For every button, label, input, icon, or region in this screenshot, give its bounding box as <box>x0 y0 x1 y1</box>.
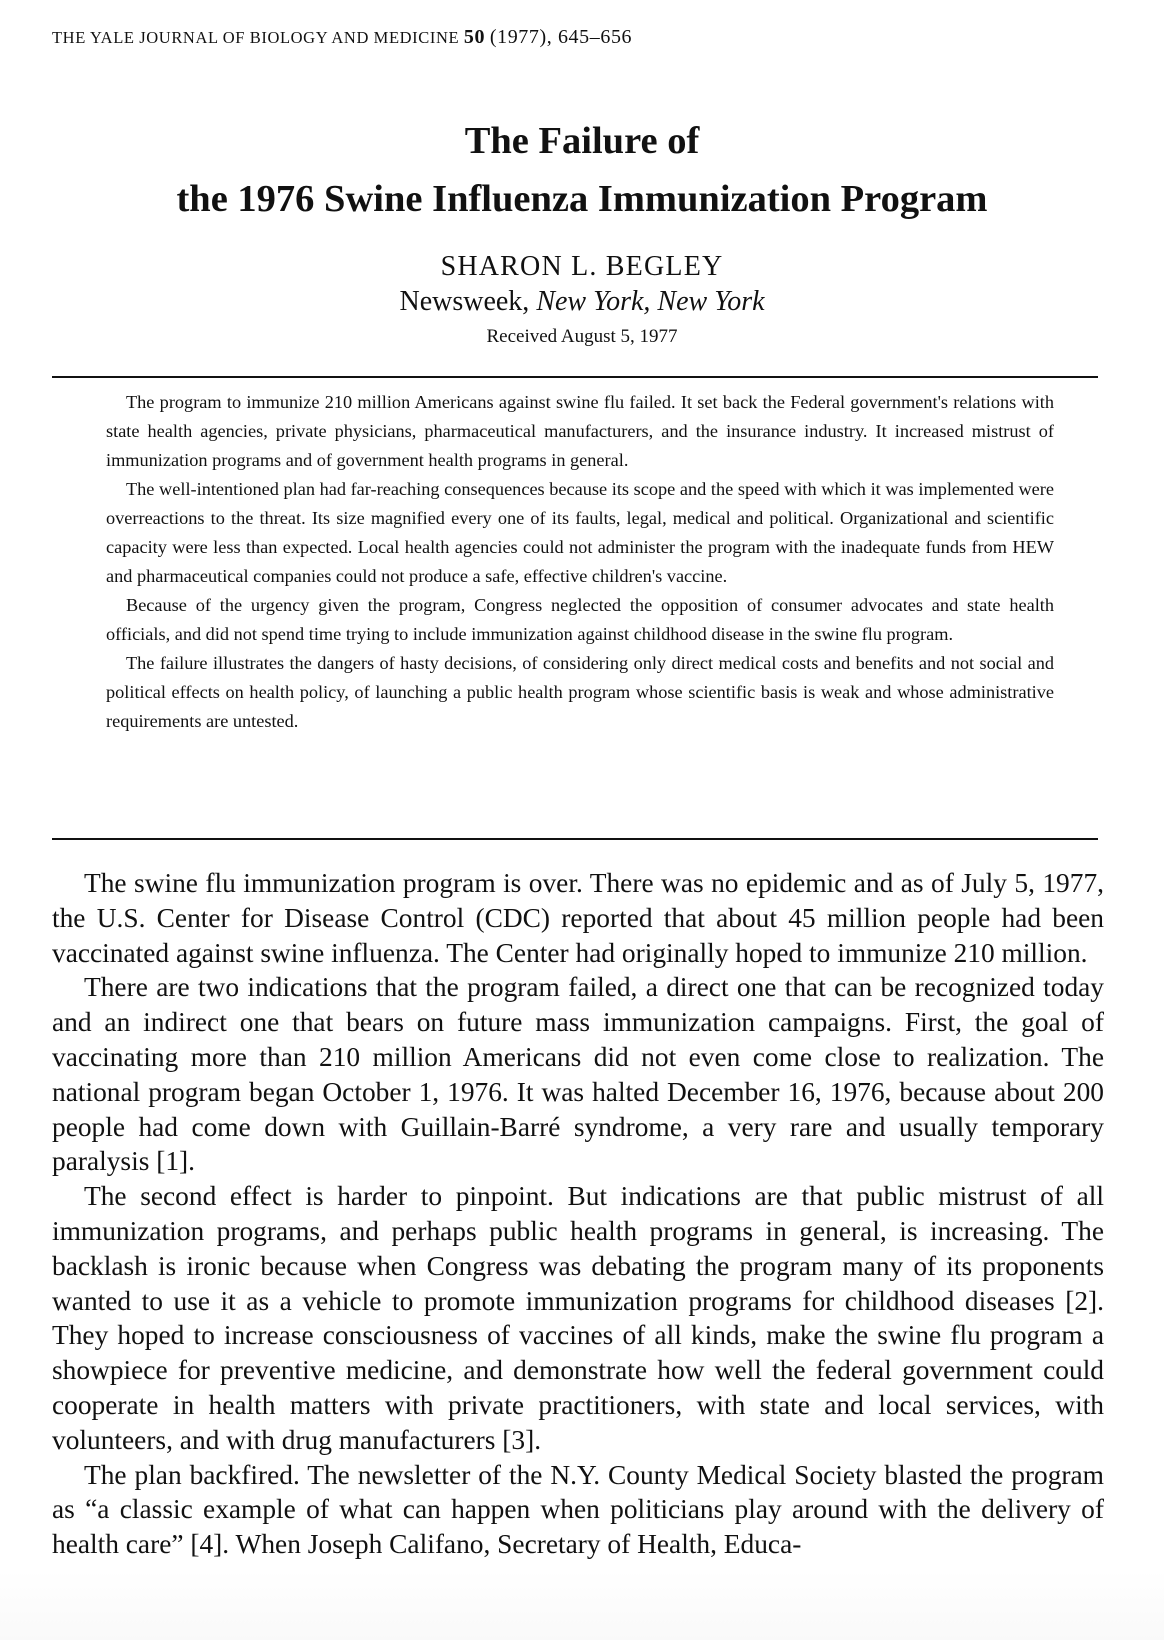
title-block <box>0 112 1164 350</box>
page-bottom-fade <box>0 1570 1164 1640</box>
affiliation-org: Newsweek, <box>399 286 530 317</box>
body-paragraph: The second effect is harder to pinpoint. But indications are that public mistrust of all immunization programs, and perhaps public health programs in general, is increasing. The backlash is ironic because when Congress was debating the program many of its proponents wanted to use it as a vehicle to promote immunization programs for childhood diseases [2]. They hoped to increase consciousness of vaccines of all kinds, make the swine flu program a showpiece for preventive medicine, and demonstrate how well the federal government could cooperate in health matters with private practitioners, with state and local services, with volunteers, and with drug manufacturers [3]. <box>52 1181 1104 1455</box>
author-affiliation <box>0 284 1164 320</box>
journal-year-pages: (1977), 645–656 <box>489 26 633 48</box>
article-title-line-2: the 1976 Swine Influenza Immunization Program <box>176 178 988 220</box>
article-title-line-1: The Failure of <box>464 120 700 162</box>
affiliation-place: New York, New York <box>536 286 765 317</box>
abstract-paragraph: The program to immunize 210 million Americans against swine flu failed. It set back the Federal government's relations with state health agencies, private physicians, pharmaceutical manufacturers, and the insurance industry. It increased mistrust of immunization programs and of government health programs in general. <box>106 392 1054 470</box>
abstract-paragraph: The well-intentioned plan had far-reaching consequences because its scope and the speed with which it was implemented were overreactions to the threat. Its size magnified every one of its faults, legal, medical and political. Organizational and scientific capacity were less than expected. Local health agencies could not administer the program with the inadequate funds from HEW and pharmaceutical companies could not produce a safe, effective children's vaccine. <box>106 479 1054 586</box>
journal-volume: 50 <box>463 26 486 48</box>
running-head <box>52 26 632 49</box>
article-body <box>52 866 1104 1562</box>
body-paragraph: The swine flu immunization program is over. There was no epidemic and as of July 5, 1977, the U.S. Center for Disease Control (CDC) reported that about 45 million people had been vaccinated against swine influenza. The Center had originally hoped to immunize 210 million. <box>52 868 1104 968</box>
abstract-paragraph: Because of the urgency given the program, Congress neglected the opposition of consumer advocates and state health officials, and did not spend time trying to include immunization against childhood disease in the swine flu program. <box>106 595 1054 644</box>
abstract-top-rule <box>52 376 1098 378</box>
abstract <box>106 388 1054 736</box>
journal-name: THE YALE JOURNAL OF BIOLOGY AND MEDICINE <box>52 28 460 47</box>
abstract-paragraph: The failure illustrates the dangers of hasty decisions, of considering only direct medical costs and benefits and not social and political effects on health policy, of launching a public health program whose scientific basis is weak and whose administrative requirements are untested. <box>106 653 1054 731</box>
body-paragraph: There are two indications that the program failed, a direct one that can be recognized today and an indirect one that bears on future mass immunization campaigns. First, the goal of vaccinating more than 210 million Americans did not even come close to realization. The national program began October 1, 1976. It was halted December 16, 1976, because about 200 people had come down with Guillain-Barré syndrome, a very rare and usually temporary paralysis [1]. <box>52 972 1104 1177</box>
body-paragraph: The plan backfired. The newsletter of the N.Y. County Medical Society blasted the program as “a classic example of what can happen when politicians play around with the delivery of health care” [4]. When Joseph Califano, Secretary of Health, Educa- <box>52 1459 1104 1560</box>
received-date: Received August 5, 1977 <box>486 326 678 347</box>
abstract-bottom-rule <box>52 838 1098 840</box>
author-name: SHARON L. BEGLEY <box>440 251 724 282</box>
